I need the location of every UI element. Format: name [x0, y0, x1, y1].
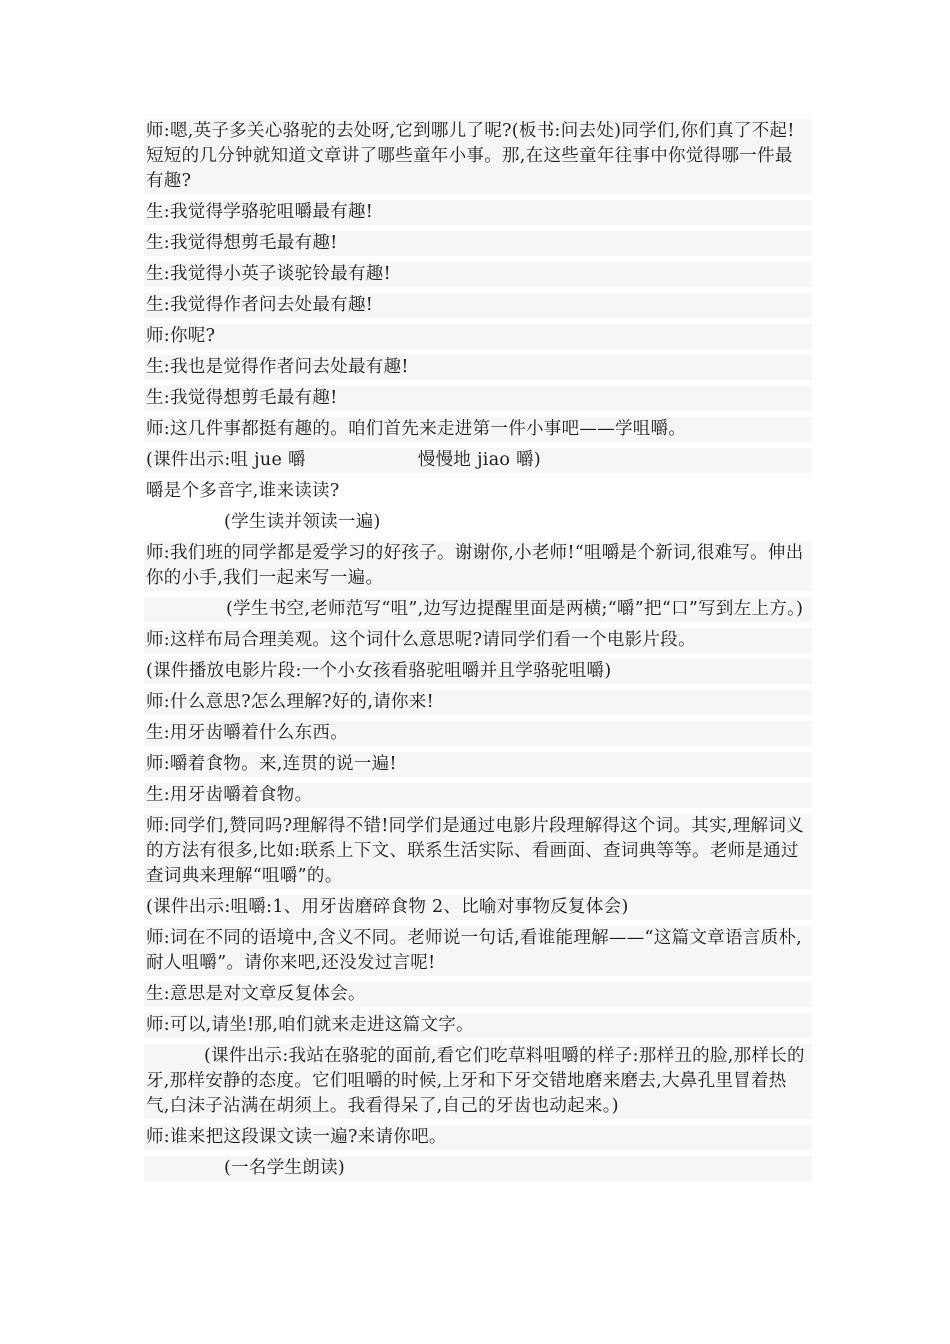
lesson-transcript	[144, 119, 812, 1187]
student-line: 生:我也是觉得作者问去处最有趣!	[144, 355, 812, 380]
courseware-note	[144, 448, 812, 473]
stage-direction: (一名学生朗读)	[144, 1156, 812, 1181]
student-line: 生:用牙齿嚼着食物。	[144, 783, 812, 808]
courseware-note: (课件播放电影片段:一个小女孩看骆驼咀嚼并且学骆驼咀嚼)	[144, 659, 812, 684]
student-line: 生:我觉得小英子谈驼铃最有趣!	[144, 262, 812, 287]
teacher-line: 师:可以,请坐!那,咱们就来走进这篇文字。	[144, 1013, 812, 1038]
courseware-note: (课件出示:我站在骆驼的面前,看它们吃草料咀嚼的样子:那样丑的脸,那样长的牙,那样安静的态度。它们咀嚼的时候,上牙和下牙交错地磨来磨去,大鼻孔里冒着热气,白沫子沾满在胡须上。我看得呆了,自己的牙齿也动起来。)	[144, 1044, 812, 1119]
courseware-note-part-1: (课件出示:咀 jue 嚼	[146, 450, 306, 470]
student-line: 生:意思是对文章反复体会。	[144, 982, 812, 1007]
teacher-line: 师:同学们,赞同吗?理解得不错!同学们是通过电影片段理解得这个词。其实,理解词义的方法有很多,比如:联系上下文、联系生活实际、看画面、查词典等等。老师是通过查词典来理解“咀嚼”的。	[144, 814, 812, 889]
stage-direction: (学生读并领读一遍)	[224, 512, 381, 532]
student-line: 生:我觉得学骆驼咀嚼最有趣!	[144, 200, 812, 225]
teacher-line: 嚼是个多音字,谁来读读?	[146, 481, 340, 501]
teacher-line: 师:我们班的同学都是爱学习的好孩子。谢谢你,小老师!“咀嚼是个新词,很难写。伸出你的小手,我们一起来写一遍。	[144, 541, 812, 591]
teacher-line: 师:嗯,英子多关心骆驼的去处呀,它到哪儿了呢?(板书:问去处)同学们,你们真了不起!短短的几分钟就知道文章讲了哪些童年小事。那,在这些童年往事中你觉得哪一件最有趣?	[144, 119, 812, 194]
teacher-line: 师:这样布局合理美观。这个词什么意思呢?请同学们看一个电影片段。	[144, 628, 812, 653]
student-line: 生:我觉得想剪毛最有趣!	[144, 231, 812, 256]
teacher-line: 师:谁来把这段课文读一遍?来请你吧。	[144, 1125, 812, 1150]
teacher-line: 师:词在不同的语境中,含义不同。老师说一句话,看谁能理解——“这篇文章语言质朴,耐人咀嚼”。请你来吧,还没发过言呢!	[144, 926, 812, 976]
stage-direction: (学生书空,老师范写“咀”,边写边提醒里面是两横;“嚼”把“口”写到左上方。)	[144, 597, 812, 622]
teacher-line: 师:这几件事都挺有趣的。咱们首先来走进第一件小事吧——学咀嚼。	[144, 417, 812, 442]
student-line: 生:我觉得想剪毛最有趣!	[144, 386, 812, 411]
teacher-line: 师:嚼着食物。来,连贯的说一遍!	[144, 752, 812, 777]
courseware-note: (课件出示:咀嚼:1、用牙齿磨碎食物 2、比喻对事物反复体会)	[144, 895, 812, 920]
student-line: 生:我觉得作者问去处最有趣!	[144, 293, 812, 318]
teacher-line: 师:什么意思?怎么理解?好的,请你来!	[144, 690, 812, 715]
student-line: 生:用牙齿嚼着什么东西。	[144, 721, 812, 746]
courseware-note-part-2: 慢慢地 jiao 嚼)	[417, 450, 542, 470]
teacher-line: 师:你呢?	[144, 324, 812, 349]
